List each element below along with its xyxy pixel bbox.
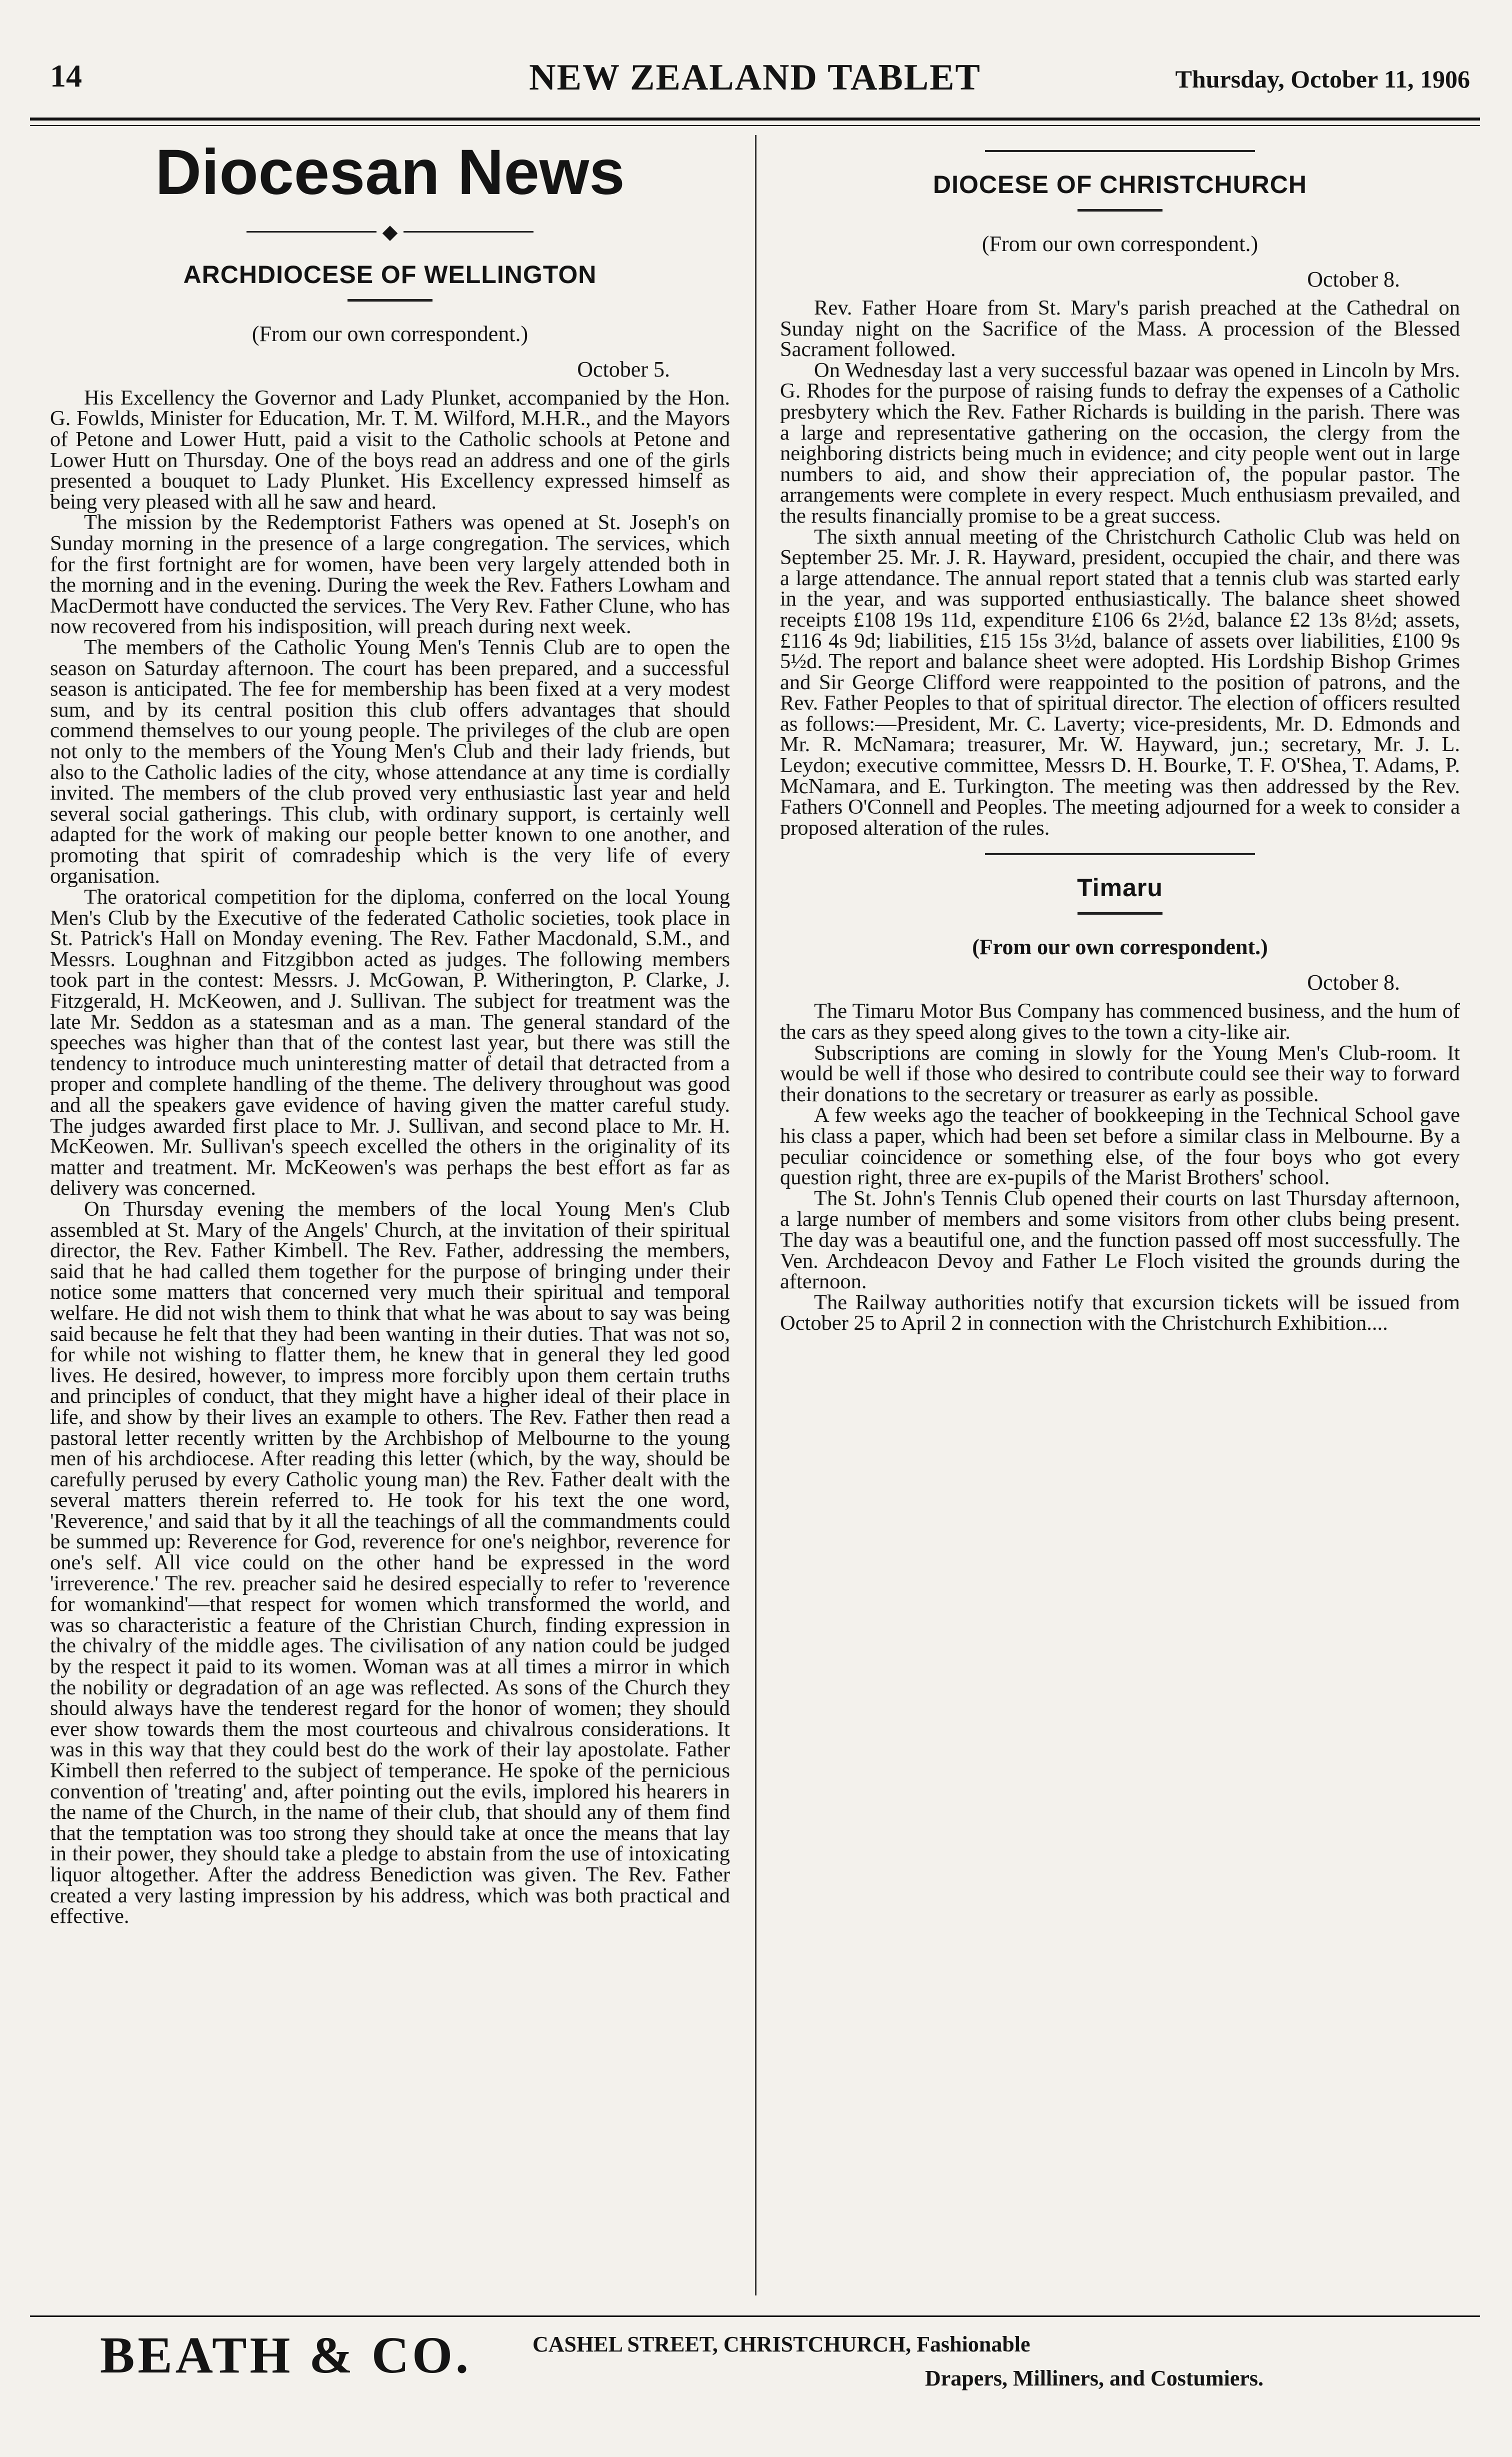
christchurch-article-body	[780, 298, 1460, 838]
heading-rule	[1078, 912, 1162, 915]
timaru-paragraph: Subscriptions are coming in slowly for the Young Men's Club-room. It would be well if those who desired to contribute could see their way to forward their donations to the secretary or treasurer as early as possible.	[780, 1041, 1460, 1106]
timaru-paragraph: The Timaru Motor Bus Company has commenced business, and the hum of the cars as they speed along gives to the town a city-like air.	[780, 999, 1460, 1044]
christchurch-heading: DIOCESE OF CHRISTCHURCH	[932, 171, 1308, 199]
section-divider	[985, 853, 1255, 855]
issue-date: Thursday, October 11, 1906	[1175, 65, 1470, 93]
section-masthead: Diocesan News	[155, 137, 625, 208]
wellington-byline: (From our own correspondent.)	[252, 321, 528, 346]
christchurch-paragraph: The sixth annual meeting of the Christchurch Catholic Club was held on September 25. Mr. J. R. Hayward, president, occupied the chair, and there was a large attendance. The annual report stated that a tennis club was started early in the year, and was supported enthusiastically. The balance sheet showed receipts £108 19s 11d, expenditure £106 6s 2½d, balance £2 13s 8½d; assets, £116 4s 9d; liabilities, £15 15s 3½d, balance of assets over liabilities, £100 9s 5½d. The report and balance sheet were adopted. His Lordship Bishop Grimes and Sir George Clifford were reappointed to the position of patrons, and the Rev. Father Peoples to that of spiritual director. The election of officers resulted as follows:—President, Mr. C. Laverty; vice-presidents, Mr. D. Edmonds and Mr. R. McNamara; treasurer, Mr. W. Hayward, jun.; secretary, Mr. J. L. Leydon; executive committee, Messrs D. H. Bourke, T. F. O'Shea, T. Adams, P. McNamara, and E. Turkington. The meeting was then addressed by the Rev. Fathers O'Connell and Peoples. The meeting adjourned for a week to consider a proposed alteration of the rules.	[780, 525, 1460, 840]
timaru-paragraph: The St. John's Tennis Club opened their courts on last Thursday afternoon, a large number of members and some visitors from other clubs being present. The day was a beautiful one, and the function passed off most successfully. The Ven. Archdeacon Devoy and Father Le Floch visited the grounds during the afternoon.	[780, 1186, 1460, 1294]
advertiser-address: CASHEL STREET, CHRISTCHURCH, Fashionable	[532, 2332, 1030, 2356]
diamond-ornament-icon: ◆	[382, 220, 398, 243]
column-divider	[755, 135, 756, 2295]
advertiser-trade: Drapers, Milliners, and Costumiers.	[925, 2366, 1264, 2390]
wellington-paragraph: The oratorical competition for the diploma, conferred on the local Young Men's Club by the Executive of the federated Catholic societies, took place in St. Patrick's Hall on Monday evening. The Rev. Father Macdonald, S.M., and Messrs. Loughnan and Fitzgibbon acted as judges. The following members took part in the contest: Messrs. J. McGowan, P. Witherington, P. Clarke, J. Fitzgerald, H. McKeowen, and J. Sullivan. The subject for treatment was the late Mr. Seddon as a statesman and as a man. The general standard of the speeches was higher than that of the contest last year, but there was still the tendency to introduce much uninteresting matter of detail that detracted from a proper and complete handling of the theme. The delivery throughout was good and all the speakers gave evidence of having given the matter careful study. The judges awarded first place to Mr. J. Sullivan, and second place to Mr. H. McKeowen. Mr. Sullivan's speech excelled the others in the originality of its matter and treatment. Mr. McKeowen's was perhaps the best effort as far as delivery was concerned.	[50, 885, 730, 1200]
left-column	[50, 135, 730, 2295]
timaru-byline: (From our own correspondent.)	[972, 935, 1268, 960]
christchurch-dateline: October 8.	[1307, 267, 1400, 292]
timaru-paragraph: A few weeks ago the teacher of bookkeeping in the Technical School gave his class a paper, which had been set before a similar class in Melbourne. By a peculiar coincidence or something else, of the four boys who got every question right, three are ex-pupils of the Marist Brothers' school.	[780, 1103, 1460, 1190]
publication-title: NEW ZEALAND TABLET	[529, 57, 981, 98]
timaru-heading: Timaru	[1077, 874, 1163, 902]
christchurch-byline: (From our own correspondent.)	[982, 232, 1258, 256]
christchurch-paragraph: On Wednesday last a very successful bazaar was opened in Lincoln by Mrs. G. Rhodes for the purpose of raising funds to defray the expenses of a Catholic presbytery which the Rev. Father Richards is building in the parish. There was a large and representative gathering on the occasion, the clergy from the neighboring districts being much in evidence; and city people went out in large numbers to aid, and show their appreciation of, the popular pastor. The arrangements were complete in every respect. Much enthusiasm prevailed, and the results financially promise to be a great success.	[780, 358, 1460, 528]
heading-rule	[348, 299, 432, 302]
wellington-paragraph: On Thursday evening the members of the local Young Men's Club assembled at St. Mary of the Angels' Church, at the invitation of their spiritual director, the Rev. Father Kimbell. The Rev. Father, addressing the members, said that he had called them together for the purpose of bringing under their notice some matters that concerned very much their spiritual and temporal welfare. He did not wish them to think that what he was about to say was being said because he felt that they had been wanting in their duties. That was not so, for while not wishing to flatter them, he knew that in general they led good lives. He desired, however, to impress more forcibly upon them certain truths and principles of conduct, that they might have a higher ideal of their place in life, and show by their lives an example to others. The Rev. Father then read a pastoral letter recently written by the Archbishop of Melbourne to the young men of his archdiocese. After reading this letter (which, by the way, should be carefully perused by every Catholic young man) the Rev. Father dealt with the several matters therein referred to. He took for his text the one word, 'Reverence,' and said that by it all the teachings of all the commandments could be summed up: Reverence for God, reverence for one's neighbor, reverence for one's self. All vice could on the other hand be expressed in the word 'irreverence.' The rev. preacher said he desired especially to refer to 'reverence for womankind'—that respect for women which transformed the world, and was so characteristic a feature of the Christian Church, finding expression in the chivalry of the middle ages. The civilisation of any nation could be judged by the respect it paid to its women. Woman was at all times a mirror in which the nobility or degradation of an age was reflected. As sons of the Church they should always have the tenderest regard for the honor of women; they should ever show towards them the most courteous and chivalrous considerations. It was in this way that they could best do the work of their lay apostolate. Father Kimbell then referred to the subject of temperance. He spoke of the pernicious convention of 'treating' and, after pointing out the evils, implored his hearers in the name of the Church, in the name of their club, that should any of them find that the temptation was too strong they should take at once the means that lay in their power, they should take a pledge to abstain from the use of intoxicating liquor altogether. After the address Benediction was given. The Rev. Father created a very lasting impression by his address, which was both practical and effective.	[50, 1197, 730, 1928]
page-header	[30, 53, 1480, 113]
timaru-article-body	[780, 1001, 1460, 1334]
header-rule-thin	[30, 125, 1480, 126]
timaru-dateline: October 8.	[1307, 970, 1400, 995]
wellington-article-body	[50, 388, 730, 1927]
ornament-divider	[50, 220, 730, 242]
right-column	[780, 135, 1460, 2295]
header-rule	[30, 118, 1480, 121]
timaru-paragraph: The Railway authorities notify that excursion tickets will be issued from October 25 to April 2 in connection with the Christchurch Exhibition....	[780, 1290, 1460, 1335]
section-divider	[985, 150, 1255, 152]
wellington-heading: ARCHDIOCESE OF WELLINGTON	[183, 260, 597, 289]
footer-rule	[30, 2315, 1480, 2317]
page-number: 14	[50, 58, 82, 94]
christchurch-paragraph: Rev. Father Hoare from St. Mary's parish preached at the Cathedral on Sunday night on the Sacrifice of the Mass. A procession of the Blessed Sacrament followed.	[780, 296, 1460, 362]
wellington-paragraph: The mission by the Redemptorist Fathers was opened at St. Joseph's on Sunday morning in the presence of a large congregation. The services, which for the first fortnight are for women, have been very largely attended both in the morning and in the evening. During the week the Rev. Fathers Lowham and MacDermott have conducted the services. The Very Rev. Father Clune, who has now recovered from his indisposition, will preach during next week.	[50, 511, 730, 639]
wellington-paragraph: The members of the Catholic Young Men's Tennis Club are to open the season on Saturday afternoon. The court has been prepared, and a successful season is anticipated. The fee for membership has been fixed at a very modest sum, and by its central position this club offers advantages that should commend themselves to our young people. The privileges of the club are open not only to the members of the Young Men's Club and their lady friends, but also to the Catholic ladies of the city, whose attendance at any time is cordially invited. The members of the club proved very enthusiastic last year and held several social gatherings. This club, with ordinary support, is certainly well adapted for the work of making our people better known to one another, and promoting that spirit of comradeship which is the very life of every organisation.	[50, 635, 730, 888]
heading-rule	[1078, 209, 1162, 212]
advertiser-name: BEATH & CO.	[100, 2326, 472, 2384]
wellington-dateline: October 5.	[577, 357, 670, 382]
wellington-paragraph: His Excellency the Governor and Lady Plunket, accompanied by the Hon. G. Fowlds, Minister for Education, Mr. T. M. Wilford, M.H.R., and the Mayors of Petone and Lower Hutt, paid a visit to the Catholic schools at Petone and Lower Hutt on Thursday. One of the boys read an address and one of the girls presented a bouquet to Lady Plunket. His Excellency expressed himself as being very pleased with all he saw and heard.	[50, 386, 730, 514]
advertisement-footer	[30, 2320, 1480, 2430]
